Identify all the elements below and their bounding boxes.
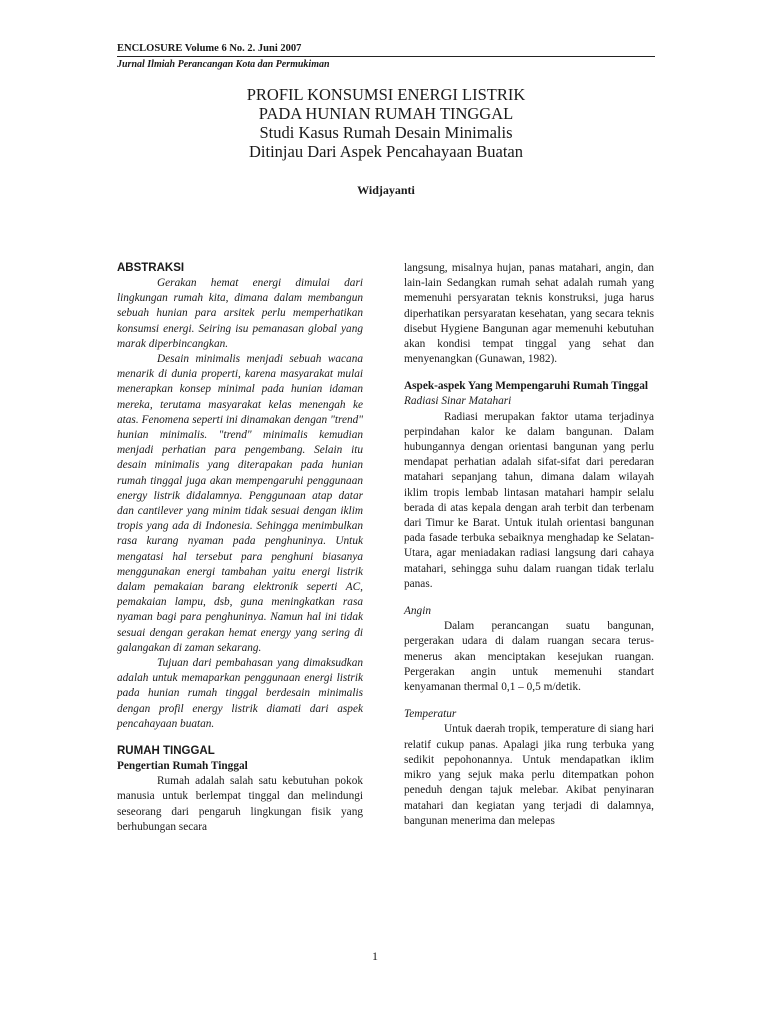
section-paragraph-1: Rumah adalah salah satu kebutuhan pokok manusia untuk berlempat tinggal dan melindungi seseorang dari pengaruh lingkungan fisik yang berhubungan secara	[117, 775, 363, 833]
journal-subtitle: Jurnal Ilmiah Perancangan Kota dan Permukiman	[117, 59, 330, 70]
section-heading: RUMAH TINGGAL	[117, 745, 215, 758]
paper-title	[117, 85, 655, 161]
abstract-paragraph-3: Tujuan dari pembahasan yang dimaksudkan adalah untuk memaparkan penggunaan energi listrik pada hunian rumah tinggal berdesain minimalis dengan profil energy listrik diamati dari aspek pencahayaan buatan.	[117, 657, 363, 730]
right-column	[404, 261, 654, 829]
author-name: Widjayanti	[357, 183, 415, 197]
radiasi-paragraph: Radiasi merupakan faktor utama terjadinya perpindahan kalor ke dalam bangunan. Dalam hubungannya dengan orientasi bangunan yang perlu mendapat perhatian adalah sifat-sifat dari peredaran matahari sepanjang tahun, dimana dalam wilayah iklim tropis lembab lintasan matahari hampir selalu berada di atas kepala dengan arah terbit dan terbenam dari Timur ke Barat. Untuk itulah orientasi bangunan pada fasade terbuka sebaiknya menghadap ke Selatan-Utara, agar meniadakan radiasi langsung dari cahaya matahari, sehingga suhu dalam ruangan tidak terlalu panas.	[404, 410, 654, 590]
title-line-1: PROFIL KONSUMSI ENERGI LISTRIK	[246, 85, 526, 104]
temperatur-paragraph: Untuk daerah tropik, temperature di siang hari relatif cukup panas. Apalagi jika rung terbuka yang sedikit pepohonannya. Untuk mendapatkan iklim mikro yang sejuk maka perlu ditempatkan pohon peneduh dengan tajuk melebar. Akibat penyinaran matahari dan kegiatan yang terjadi di dalamnya, bangunan menerima dan melepas	[404, 723, 654, 827]
angin-heading: Angin	[404, 605, 431, 618]
aspect-heading: Aspek-aspek Yang Mempengaruhi Rumah Tinggal	[404, 380, 648, 393]
radiasi-heading: Radiasi Sinar Matahari	[404, 395, 512, 408]
abstract-paragraph-1: Gerakan hemat energi dimulai dari lingkungan rumah kita, dimana dalam membangun sebuah hunian para arsitek perlu memperhatikan konsumsi energi. Seiring isu pemanasan global yang marak diperbincangkan.	[117, 277, 363, 350]
journal-name: ENCLOSURE Volume 6 No. 2. Juni 2007	[117, 43, 302, 54]
abstract-heading: ABSTRAKSI	[117, 262, 185, 274]
temperatur-heading: Temperatur	[404, 708, 457, 721]
subsection-heading: Pengertian Rumah Tinggal	[117, 760, 248, 773]
page-number: 1	[372, 949, 378, 963]
angin-paragraph: Dalam perancangan suatu bangunan, pergerakan udara di dalam ruangan secara terus-menerus akan menciptakan kesejukan ruangan. Pergerakan angin untuk memenuhi standart kenyamanan thermal 0,1 – 0,5 m/detik.	[404, 620, 654, 694]
title-line-2: PADA HUNIAN RUMAH TINGGAL	[258, 104, 514, 123]
running-header	[117, 43, 655, 71]
abstract-paragraph-2: Desain minimalis menjadi sebuah wacana menarik di dunia properti, karena masyarakat mulai menerapkan konsep minimal pada hunian idaman mereka, terutama masyarakat kelas menengah ke atas. Fenomena seperti ini dinamakan dengan "trend" hunian minimalis. "trend" minimalis kemudian menjadi perhatian para pengembang. Selain itu desain minimalis yang diterapakan pada hunian rumah tinggal juga akan mempengaruhi penggunaan energy listrik didalamnya. Penggunaan atap datar dan cantilever yang minim tidak sesuai dengan iklim tropis yang ada di Indonesia. Sehingga menimbulkan rasa kurang nyaman pada penghuninya. Untuk mengatasi hal tersebut para penghuni biasanya menggunakan energi tambahan yaitu energi listrik dalam pemakaian barang elektronik seperti AC, pemakaian lampu, dsb, guna meningkatkan rasa nyaman bagi para penghuninya. Namun hal ini tidak sesuai dengan gerakan hemat energy yang sering di galangakan di zaman sekarang.	[117, 353, 363, 654]
continued-paragraph: langsung, misalnya hujan, panas matahari, angin, dan lain-lain Sedangkan rumah sehat adalah rumah yang memenuhi persyaratan teknis konstruksi, juga harus diperhatikan persyaratan kesehatan, yang secara teknis disebut Hygiene Bangunan agar memenuhi kebutuhan akan kondisi tempat tinggal yang sehat dan menyenangkan (Gunawan, 1982).	[404, 262, 654, 366]
title-line-3: Studi Kasus Rumah Desain Minimalis	[259, 123, 513, 142]
header-rule	[117, 56, 655, 57]
left-column	[117, 261, 363, 835]
title-line-4: Ditinjau Dari Aspek Pencahayaan Buatan	[249, 142, 523, 161]
